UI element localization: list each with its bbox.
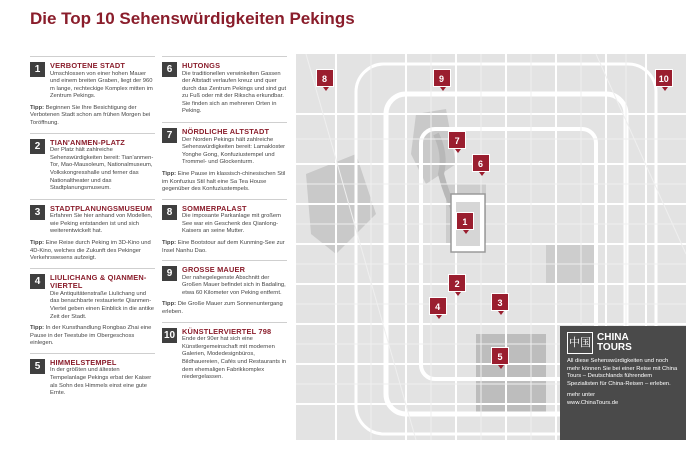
attraction-description: Der Norden Pekings hält zahlreiche Sehenswürdigkeiten bereit: Lamakloster Yonghe Gong, Konfuziustempel und Trommel- und Glockenturm.	[182, 136, 286, 166]
attraction-item	[162, 322, 287, 388]
attraction-item	[162, 56, 287, 122]
map-marker-9[interactable]: 9	[433, 69, 451, 87]
attraction-title: HUTONGS	[182, 61, 221, 70]
attraction-number-badge: 5	[30, 359, 45, 374]
attraction-number-badge: 7	[162, 128, 177, 143]
attraction-description: In der größten und ältesten Tempelanlage Pekings erbat der Kaiser als Sohn des Himmels einst eine gute Ernte.	[50, 367, 152, 397]
promo-more-label: mehr unter	[567, 392, 596, 399]
attraction-description: Der Platz hält zahlreiche Sehenswürdigkeiten bereit: Tian'anmen-Tor, Mao-Mausoleum, Nationalmuseum, Volkskongresshalle und ferner das Nationaltheater und das Stadtplanungsmuseum.	[50, 147, 154, 192]
attraction-title: NÖRDLICHE ALTSTADT	[182, 127, 270, 137]
map-marker-10[interactable]: 10	[655, 69, 673, 87]
china-tours-promo	[560, 326, 686, 440]
map-marker-5[interactable]: 5	[491, 347, 509, 365]
map-marker-7[interactable]: 7	[448, 131, 466, 149]
attraction-tip	[162, 301, 287, 316]
attraction-item	[30, 133, 155, 199]
map-marker-4[interactable]: 4	[429, 297, 447, 315]
attraction-item	[162, 199, 287, 255]
attraction-tip	[30, 105, 155, 128]
tip-text: Die Große Mauer zum Sonnenuntergang erleben.	[162, 301, 283, 316]
tip-label: Tipp:	[162, 170, 177, 177]
promo-url-link[interactable]: www.ChinaTours.de	[567, 399, 619, 406]
attraction-number-badge: 10	[163, 329, 176, 341]
attraction-tip	[30, 240, 155, 263]
map-marker-2[interactable]: 2	[448, 274, 466, 292]
attraction-tip	[162, 240, 287, 255]
tip-label: Tipp:	[162, 240, 177, 246]
attraction-item	[30, 56, 155, 128]
attraction-item	[30, 199, 155, 263]
map-marker-8[interactable]: 8	[316, 69, 334, 87]
attraction-title: TIAN'ANMEN-PLATZ	[50, 137, 126, 147]
page-title: Die Top 10 Sehenswürdigkeiten Pekings	[30, 9, 355, 28]
attractions-column-right	[162, 56, 287, 388]
attraction-title: VERBOTENE STADT	[50, 61, 126, 70]
attraction-description: Die imposante Parkanlage mit großem See war ein Geschenk des Qianlong-Kaisers an seine Mutter.	[182, 213, 281, 235]
tip-label: Tipp:	[30, 104, 45, 111]
attraction-number-badge: 3	[30, 205, 45, 220]
tip-text: Eine Reise durch Peking im 3D-Kino und 4D-Kino, welches die Zukunft des Pekinger Verkehrswesens aufzeigt.	[30, 240, 151, 262]
attraction-title: STADTPLANUNGSMUSEUM	[50, 203, 153, 213]
logo-line-1: CHINA	[597, 332, 629, 343]
attraction-number-badge: 6	[162, 62, 177, 77]
tip-label: Tipp:	[162, 301, 177, 308]
attraction-item	[162, 260, 287, 316]
tip-label: Tipp:	[30, 325, 45, 332]
attraction-number-badge: 8	[162, 205, 177, 220]
tip-text: In der Kunsthandlung Rongbao Zhai eine Pause in der Teestube im Obergeschoss einlegen.	[30, 325, 152, 347]
logo-line-2: TOURS	[597, 342, 632, 353]
attraction-description: Die traditionellen verwinkelten Gassen der Altstadt verlaufen kreuz und quer durch das Zentrum Pekings und sind gut zu Fuß oder mit der Rikscha erkundbar. Sie finden sich an mehreren Orten in Peking.	[182, 70, 287, 115]
attraction-number-badge: 1	[30, 62, 45, 77]
tip-text: Beginnen Sie Ihre Besichtigung der Verbotenen Stadt schon am frühen Morgen bei Toröffnung.	[30, 104, 151, 127]
attraction-tip	[162, 171, 287, 194]
tip-text: Eine Bootstour auf dem Kunming-See zur Insel Nanhu Dao.	[162, 240, 285, 254]
attraction-description: Ende der 90er hat sich eine Künstlergemeinschaft mit modernen Galerien, Modedesignbüros, Bildhauereien, Cafés und Restaurants in dem ehemaligen Fabrikkomplex niedergelassen.	[182, 336, 287, 381]
attraction-title: LIULICHANG & QIANMEN-VIERTEL	[50, 272, 147, 291]
attraction-description: Die Antiquitätenstraße Liulichang und das benachbarte restaurierte Qianmen-Viertel geben einen Einblick in die antike Zeit der Stadt.	[50, 290, 154, 320]
attraction-item	[162, 122, 287, 194]
promo-text: All diese Sehenswürdigkeiten und noch mehr können Sie bei einer Reise mit China Tours – Deutschlands führendem Spezialisten für China-Reisen – erleben.	[567, 358, 678, 387]
attraction-title: GROSSE MAUER	[182, 265, 246, 275]
attraction-tip	[30, 325, 155, 348]
map-marker-3[interactable]: 3	[491, 293, 509, 311]
tip-text: Eine Pause im klassisch-chinesischen Stil im Konfuzius Stil halt eine Sa Tea House gegenüber des Konfuziustempels.	[162, 170, 286, 193]
attraction-description: Der nahegelegenste Abschnitt der Großen Mauer befindet sich in Badaling, etwa 60 Kilometer von Peking entfernt.	[182, 274, 286, 296]
map-marker-6[interactable]: 6	[472, 154, 490, 172]
attractions-column-left	[30, 56, 155, 404]
attraction-number-badge: 2	[30, 139, 45, 154]
china-tours-logo-icon: 中国	[567, 332, 593, 354]
tip-label: Tipp:	[30, 240, 45, 246]
attraction-title: HIMMELSTEMPEL	[50, 357, 117, 367]
attraction-number-badge: 4	[30, 274, 45, 289]
attraction-title: SOMMERPALAST	[182, 203, 247, 213]
attraction-title: KÜNSTLERVIERTEL 798	[182, 326, 272, 336]
attraction-description: Umschlossen von einer hohen Mauer und einem breiten Graben, liegt der 960 m lange, rechteckige Komplex mitten im Zentrum Pekings.	[50, 70, 153, 100]
china-tours-logo	[567, 332, 679, 354]
map-marker-1[interactable]: 1	[456, 212, 474, 230]
attraction-item	[30, 353, 155, 404]
attraction-description: Erfahren Sie hier anhand von Modellen, wie Peking entstanden ist und sich weiterentwickelt hat.	[50, 213, 153, 235]
attraction-number-badge: 9	[162, 266, 177, 281]
attraction-item	[30, 268, 155, 348]
